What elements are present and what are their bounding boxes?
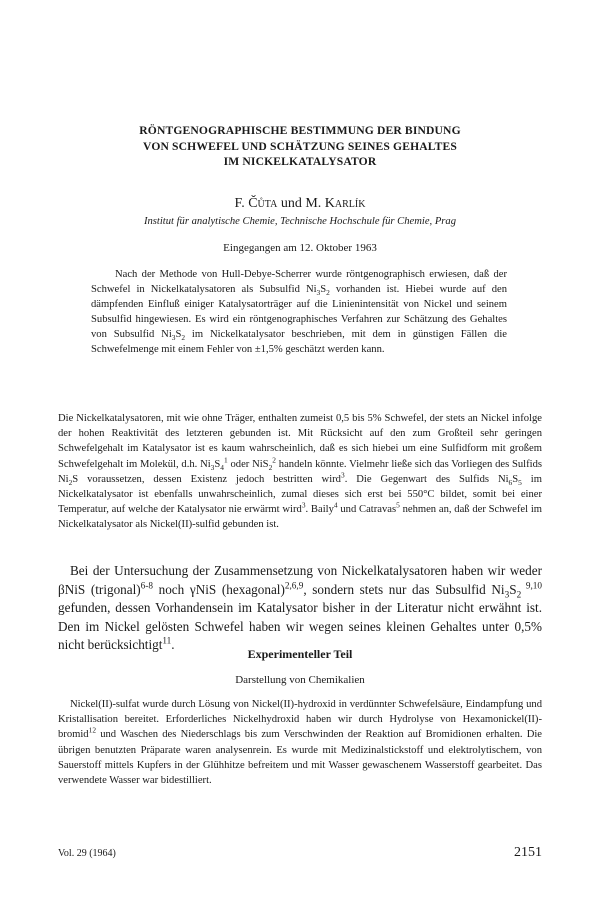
- author-list: [0, 196, 600, 212]
- author-2-surname: Karlík: [324, 196, 366, 211]
- subscript: 3: [504, 589, 510, 600]
- received-date: Eingegangen am 12. Oktober 1963: [223, 242, 377, 254]
- subscript: 5: [518, 477, 522, 487]
- body-paragraph-1: [58, 411, 542, 533]
- body-text: Bei der Untersuchung der Zusammensetzung von Nickelkatalysatoren haben wir weder βNiS (trigonal): [58, 563, 542, 597]
- subscript: 3: [171, 332, 176, 342]
- author-1-initial: F.: [234, 196, 249, 211]
- body-text: gefunden, dessen Vorhandensein im Katalysator bisher in der Literatur nicht erwähnt ist. Den im Nickel gelösten Schwefel haben wir wegen seines kleinen Gehaltes unter 0,5% nicht berücksichtigt: [58, 600, 542, 653]
- subscript: 2: [68, 477, 73, 487]
- body-text: . Die Gegenwart des Sulfids Ni: [344, 473, 509, 485]
- body-text: noch γNiS (hexagonal): [152, 581, 285, 597]
- body-text: .: [171, 637, 175, 653]
- body-text: im Nickelkatalysator ist ebenfalls unwahrscheinlich, zumal dieses sich erst bei 550°C bildet, somit bei einer Temperatur, auf welche der Katalysator nie erwärmt wird: [58, 473, 542, 516]
- subscript: 3: [316, 288, 321, 298]
- abstract-text: im Nickelkatalysator beschrieben, mit dem in günstigen Fällen die Schwefelmenge mit einem Fehler von ±1,5% geschätzt werden kann.: [91, 328, 507, 355]
- abstract-text: S: [175, 328, 182, 340]
- reference-superscript: 2: [272, 455, 276, 465]
- body-text: Nickel(II)-sulfat wurde durch Lösung von Nickel(II)-hydroxid in verdünnter Schwefelsäure, Eindampfung und Kristallisation bereitet. Erforderliches Nickelhydroxid haben wir durch Hydrolyse von Hexamonickel(II)-bromid: [58, 699, 542, 741]
- author-conjunction: und M.: [277, 196, 325, 211]
- title-line: RÖNTGENOGRAPHISCHE BESTIMMUNG DER BINDUNG: [139, 124, 461, 137]
- reference-superscript: 2,6,9: [284, 580, 304, 591]
- abstract-text: S: [320, 283, 327, 295]
- body-text: S: [509, 581, 517, 597]
- subscript: 2: [516, 589, 522, 600]
- body-text: , sondern stets nur das Subsulfid Ni: [303, 581, 505, 597]
- body-text: S: [214, 458, 221, 470]
- subscript: 2: [326, 288, 330, 298]
- abstract: [91, 268, 507, 357]
- body-text: handeln könnte. Vielmehr ließe sich das Vorliegen des Sulfids Ni: [58, 458, 542, 485]
- author-1-surname: Čůta: [248, 196, 278, 211]
- subscript: 6: [508, 477, 513, 487]
- reference-superscript: 11: [162, 635, 172, 646]
- body-text: nehmen an, daß der Schwefel im Nickelkatalysator als Nickel(II)-sulfid gebunden ist.: [58, 504, 543, 531]
- body-paragraph-3: [58, 697, 542, 788]
- reference-superscript: 4: [333, 500, 338, 510]
- body-text: S voraussetzen, dessen Existenz jedoch bestritten wird: [72, 473, 341, 485]
- subscript: 4: [220, 462, 224, 472]
- title-line: IM NICKELKATALYSATOR: [223, 155, 377, 168]
- body-text: Die Nickelkatalysatoren, mit wie ohne Träger, enthalten zumeist 0,5 bis 5% Schwefel, der stets an Nickel infolge der hohen Reaktivität des letzteren gebunden ist. Mit Rücksicht auf den zum Großteil sehr geringen Schwefelgehalt im Katalysator ist es kaum wahrscheinlich, daß es sich hiebei um eine Sulfidform mit großem Schwefelgehalt im Molekül, d.h. Ni: [58, 413, 542, 470]
- abstract-text: vorhanden ist. Hiebei wurde auf den dämpfenden Einfluß einiger Katalysatorträger auf die Linienintensität von Nickel und seinem Subsulfid hingewiesen. Es wird ein röntgenographisches Verfahren zur Schätzung des Gehaltes von Subsulfid Ni: [91, 283, 507, 340]
- body-text: oder NiS: [227, 458, 269, 470]
- reference-superscript: 3: [301, 500, 306, 510]
- reference-superscript: 12: [88, 725, 97, 735]
- reference-superscript: 6-8: [140, 580, 153, 591]
- subsection-heading: Darstellung von Chemikalien: [235, 674, 365, 686]
- article-title: [70, 123, 530, 170]
- subscript: 3: [210, 462, 215, 472]
- section-heading: Experimenteller Teil: [247, 647, 353, 661]
- reference-superscript: 3: [340, 470, 345, 480]
- body-text: und Catravas: [337, 504, 397, 516]
- abstract-text: Nach der Methode von Hull-Debye-Scherrer wurde röntgenographisch erwiesen, daß der Schwefel in Nickelkatalysatoren als Subsulfid Ni: [91, 269, 507, 295]
- body-text: S: [512, 473, 519, 485]
- body-paragraph-2: [58, 562, 542, 655]
- affiliation: Institut für analytische Chemie, Technische Hochschule für Chemie, Prag: [143, 216, 457, 227]
- reference-superscript: 9,10: [521, 580, 542, 591]
- subscript: 2: [268, 462, 273, 472]
- reference-superscript: 1: [223, 455, 228, 465]
- journal-volume: Vol. 29 (1964): [58, 848, 116, 859]
- reference-superscript: 5: [396, 500, 400, 510]
- body-text: . Baily: [305, 504, 334, 516]
- body-text: und Waschen des Niederschlags bis zum Verschwinden der Reaktion auf Bromidionen erhalten. Die übrigen benutzten Präparate waren analysenrein. Es wurde mit Medizinalstickstoff und elektrolytischem, von Sauerstoff mittels Kupfers in der Glühhitze befreitem und mit Wasser gewaschenem Wasserstoff gearbeitet. Das verwendete Wasser war bidestilliert.: [58, 729, 542, 787]
- page-number: 2151: [514, 845, 542, 860]
- title-line: VON SCHWEFEL UND SCHÄTZUNG SEINES GEHALTES: [143, 139, 457, 153]
- subscript: 2: [181, 332, 186, 342]
